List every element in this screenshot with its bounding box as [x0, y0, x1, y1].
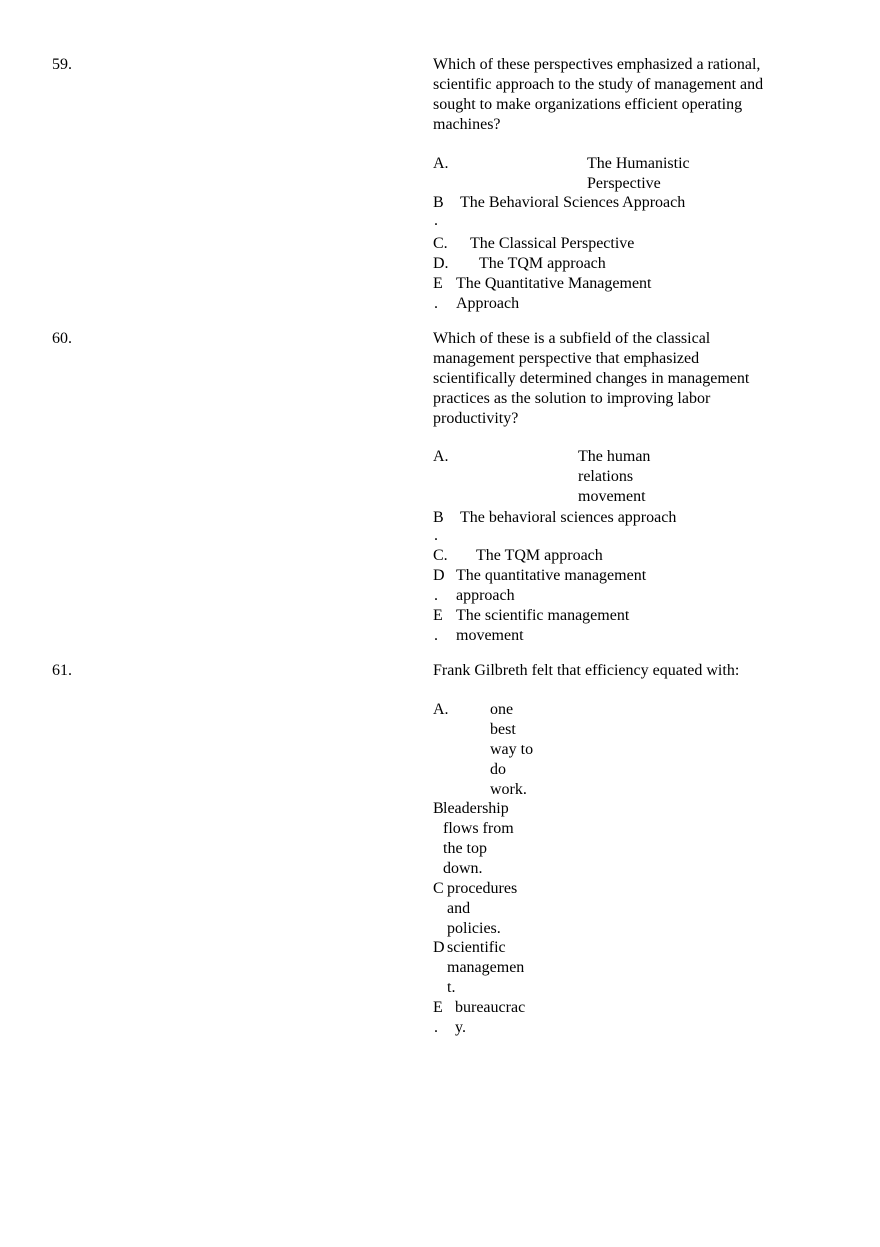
question-number: 59.: [52, 56, 72, 73]
option-text: one best way to do work.: [490, 701, 534, 798]
question-number: 61.: [52, 662, 72, 679]
question-stem: Frank Gilbreth felt that efficiency equated with:: [433, 662, 740, 679]
question-stem: Which of these is a subfield of the classical management perspective that emphasized scientifically determined changes in management practices as the solution to improving labor productivity?: [433, 330, 750, 427]
option-text: The quantitative management approach: [456, 567, 647, 604]
option-letter: C: [433, 880, 444, 897]
option-text: The Humanistic Perspective: [587, 155, 690, 192]
option-text: The Behavioral Sciences Approach: [460, 194, 686, 211]
option-letter: D: [433, 567, 445, 584]
option-letter: A.: [433, 701, 449, 718]
option-text: The scientific management movement: [456, 607, 630, 644]
option-letter: A.: [433, 448, 449, 465]
option-letter: E: [433, 999, 443, 1016]
option-letter: E: [433, 275, 443, 292]
option-letter: B: [433, 509, 444, 526]
option-text: The Quantitative Management Approach: [456, 275, 652, 312]
option-letter-dot: .: [434, 295, 438, 312]
option-text: The Classical Perspective: [470, 235, 635, 252]
option-text: leadership flows from the top down.: [443, 800, 514, 877]
option-text: The behavioral sciences approach: [460, 509, 677, 526]
option-letter: A.: [433, 155, 449, 172]
option-text: procedures and policies.: [447, 880, 518, 937]
option-letter: D: [433, 939, 445, 956]
option-letter-dot: .: [434, 587, 438, 604]
option-letter-dot: .: [434, 627, 438, 644]
option-letter: B: [433, 194, 444, 211]
question-stem: Which of these perspectives emphasized a rational, scientific approach to the study of management and sought to make organizations efficient operating machines?: [433, 56, 764, 133]
option-letter: C.: [433, 235, 448, 252]
option-text: The TQM approach: [476, 547, 603, 564]
option-letter-dot: .: [434, 1019, 438, 1036]
option-letter: E: [433, 607, 443, 624]
option-letter: D.: [433, 255, 449, 272]
option-letter-dot: .: [434, 527, 438, 544]
option-letter: C.: [433, 547, 448, 564]
option-text: bureaucrac y.: [455, 999, 526, 1036]
option-letter-dot: .: [434, 212, 438, 229]
option-text: scientific managemen t.: [447, 939, 525, 996]
option-letter: B: [433, 800, 444, 817]
option-text: The human relations movement: [578, 448, 651, 505]
option-text: The TQM approach: [479, 255, 606, 272]
question-number: 60.: [52, 330, 72, 347]
